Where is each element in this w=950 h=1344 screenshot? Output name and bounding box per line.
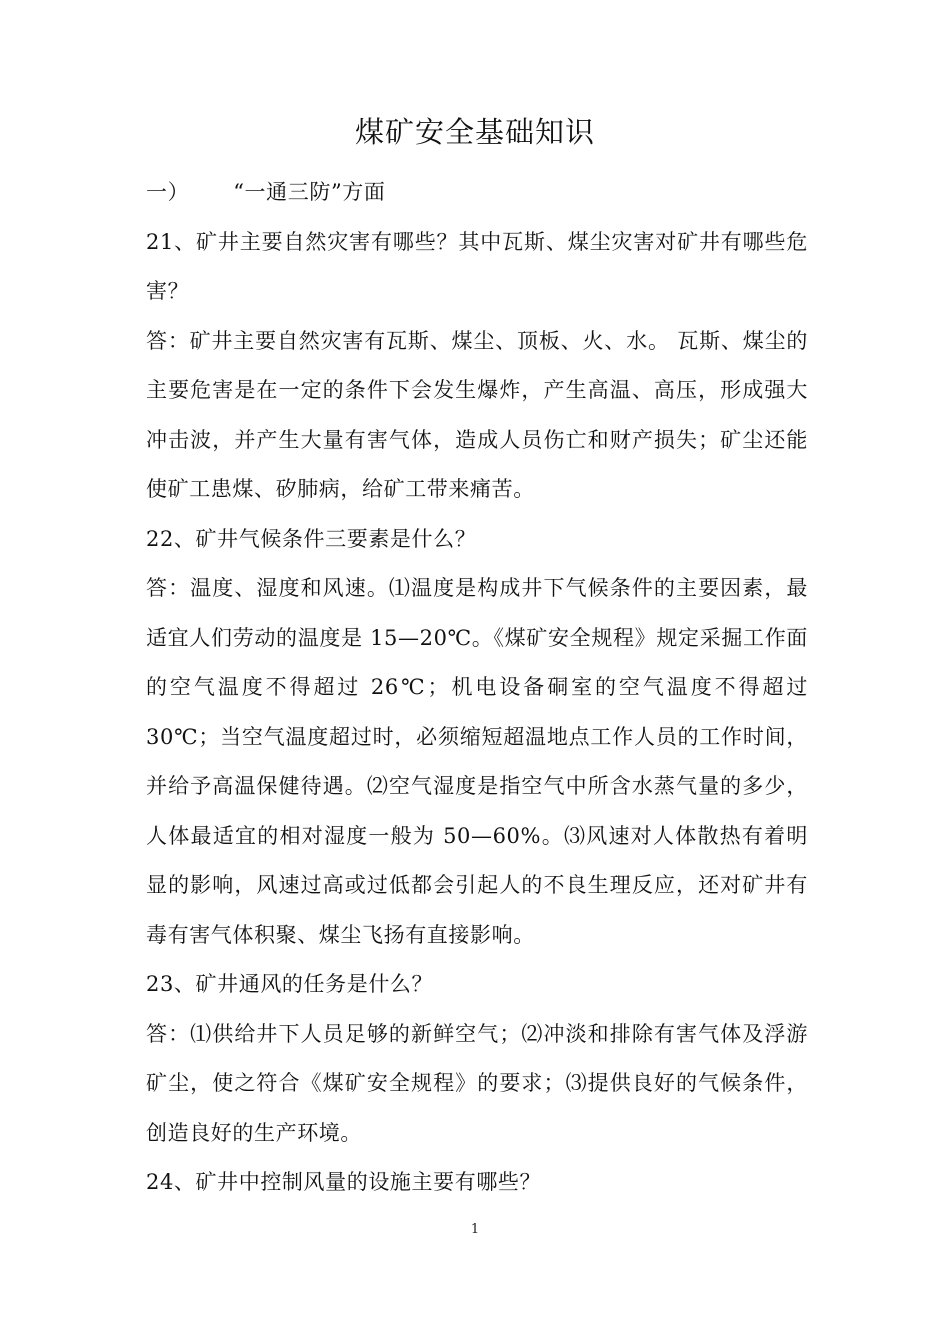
question-21: 21、矿井主要自然灾害有哪些？其中瓦斯、煤尘灾害对矿井有哪些危害？ bbox=[146, 229, 808, 303]
section-heading bbox=[146, 168, 808, 218]
question-23: 23、矿井通风的任务是什么？ bbox=[146, 972, 434, 996]
section-title: “一通三防”方面 bbox=[233, 180, 386, 204]
document-title: 煤矿安全基础知识 bbox=[354, 115, 595, 149]
section-marker: 一） bbox=[146, 180, 190, 204]
answer-21: 答：矿井主要自然灾害有瓦斯、煤尘、顶板、火、水。 瓦斯、煤尘的主要危害是在一定的条件下会发生爆炸，产生高温、高压，形成强大冲击波，并产生大量有害气体，造成人员伤亡和财产损失；矿尘还能使矿工患煤、矽肺病，给矿工带来痛苦。 bbox=[146, 328, 808, 501]
answer-23: 答：⑴供给井下人员足够的新鲜空气；⑵冲淡和排除有害气体及浮游矿尘，使之符合《煤矿安全规程》的要求；⑶提供良好的气候条件，创造良好的生产环境。 bbox=[146, 1021, 808, 1145]
question-22: 22、矿井气候条件三要素是什么？ bbox=[146, 526, 477, 551]
question-24: 24、矿井中控制风量的设施主要有哪些？ bbox=[146, 1170, 542, 1194]
answer-22: 答：温度、湿度和风速。⑴温度是构成井下气候条件的主要因素，最适宜人们劳动的温度是 15—20℃。《煤矿安全规程》规定采掘工作面的空气温度不得超过 26℃；机电设备硐室的空气温度不得超过 30℃；当空气温度超过时，必须缩短超温地点工作人员的工作时间，并给予高温保健待遇。⑵空气湿度是指空气中所含水蒸气量的多少，人体最适宜的相对湿度一般为 50—60%。⑶风速对人体散热有着明显的影响，风速过高或过低都会引起人的不良生理反应，还对矿井有毒有害气体积聚、煤尘飞扬有直接影响。 bbox=[146, 576, 808, 947]
page-number: 1 bbox=[470, 1222, 480, 1237]
document-body bbox=[146, 168, 808, 1208]
